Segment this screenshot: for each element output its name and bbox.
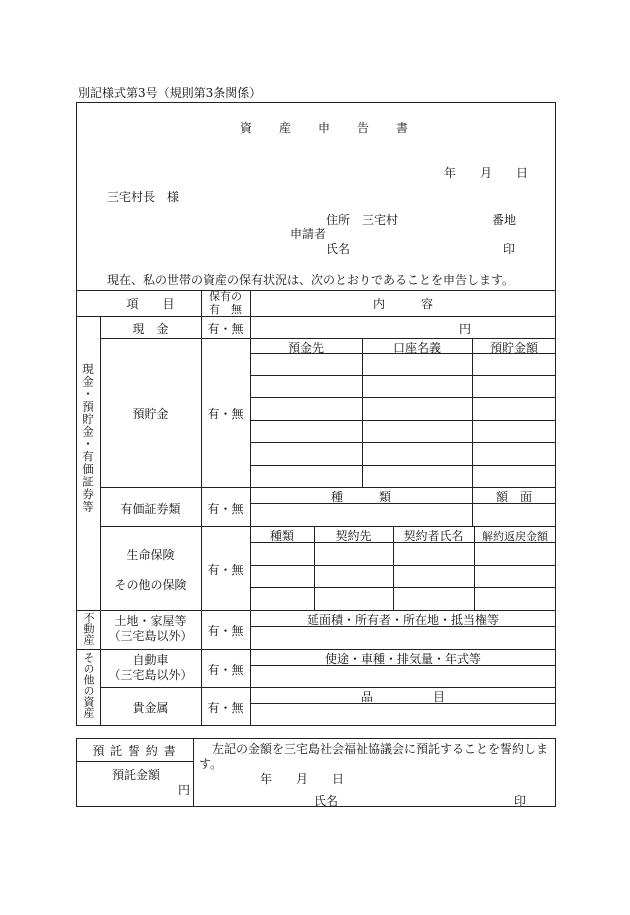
pledge-title-line [76, 761, 193, 762]
table-top-line [76, 290, 556, 291]
car-has-none: 有・無 [207, 663, 244, 677]
cash-unit: 円 [459, 322, 472, 336]
savings-label: 預貯金 [132, 407, 169, 421]
header-content: 内 容 [372, 297, 433, 311]
declaration-text: 現在、私の世帯の資産の保有状況は、次のとおりであることを申告します。 [107, 273, 515, 287]
pledge-text-line1: 左記の金額を三宅島社会福祉協議会に預託することを誓約しま [212, 742, 549, 756]
savings-row-line [250, 442, 556, 443]
securities-col-type: 種 類 [330, 490, 391, 504]
addressee: 三宅村長 様 [107, 190, 180, 204]
savings-row-line [250, 465, 556, 466]
insurance-row-line [250, 587, 556, 588]
seal-mark: 印 [503, 242, 516, 256]
cash-has-none: 有・無 [207, 322, 244, 336]
pledge-name-label: 氏名 [314, 794, 339, 808]
group2-label: 不動産 [82, 612, 95, 645]
metals-label: 貴金属 [132, 701, 169, 715]
land-label-line1: 土地・家屋等 [114, 614, 187, 628]
pledge-yen: 円 [178, 783, 191, 797]
header-has-line2: 有 無 [209, 303, 242, 316]
land-header: 延面積・所有者・所在地・抵当権等 [306, 613, 499, 627]
pledge-title: 預 託 誓 約 書 [92, 744, 177, 758]
land-label [100, 614, 201, 644]
savings-col-line [362, 338, 363, 487]
date-line: 年 月 日 [444, 166, 529, 180]
car-label-line2: （三宅島以外） [108, 668, 193, 682]
car-header: 使途・車種・排気量・年式等 [324, 652, 481, 666]
savings-row-line [250, 420, 556, 421]
car-label-line1: 自動車 [132, 653, 169, 667]
group1-label: 現金・預貯金・有価証券等 [81, 363, 95, 513]
land-has-none: 有・無 [207, 624, 244, 638]
header-has [201, 290, 250, 316]
form-label: 別記様式第3号（規則第3条関係） [78, 86, 262, 100]
header-has-line1: 保有の [209, 290, 242, 303]
securities-label: 有価証券類 [120, 502, 181, 516]
address-suffix: 番地 [492, 213, 517, 227]
securities-col-face: 額 面 [495, 490, 532, 504]
name-label: 氏名 [326, 242, 351, 256]
header-item: 項 目 [126, 297, 175, 311]
pledge-date: 年 月 日 [260, 772, 345, 786]
metals-has-none: 有・無 [207, 701, 244, 715]
savings-col-line [472, 338, 473, 487]
savings-col-bank: 預金先 [287, 341, 324, 355]
pledge-text-line2: す。 [199, 757, 223, 771]
savings-col-amount: 預貯金額 [489, 341, 538, 355]
savings-row-line [250, 375, 556, 376]
pledge-amount-label: 預託金額 [112, 768, 161, 782]
group3-label: その他の資産 [82, 652, 95, 718]
insurance-label-life: 生命保険 [126, 548, 175, 562]
header-bottom-line [76, 316, 556, 317]
insurance-col-refund: 解約返戻金額 [482, 530, 548, 543]
pledge-seal: 印 [514, 794, 527, 808]
securities-has-none: 有・無 [207, 502, 244, 516]
insurance-row-line [250, 565, 556, 566]
metals-header: 品 目 [360, 690, 445, 704]
insurance-col-holder: 契約者氏名 [403, 529, 464, 543]
pledge-divider [193, 738, 194, 807]
insurance-label-other: その他の保険 [114, 578, 187, 592]
car-label [100, 653, 201, 683]
form-title: 資 産 申 告 書 [240, 121, 410, 135]
address-label: 住所 三宅村 [326, 213, 399, 227]
insurance-col-type: 種類 [269, 529, 294, 543]
savings-row-line [250, 397, 556, 398]
savings-has-none: 有・無 [207, 407, 244, 421]
insurance-has-none: 有・無 [207, 563, 244, 577]
insurance-col-insurer: 契約先 [335, 529, 372, 543]
land-label-line2: （三宅島以外） [108, 629, 193, 643]
cash-label: 現 金 [132, 322, 169, 336]
applicant-label: 申請者 [290, 227, 327, 241]
savings-col-holder: 口座名義 [392, 341, 441, 355]
